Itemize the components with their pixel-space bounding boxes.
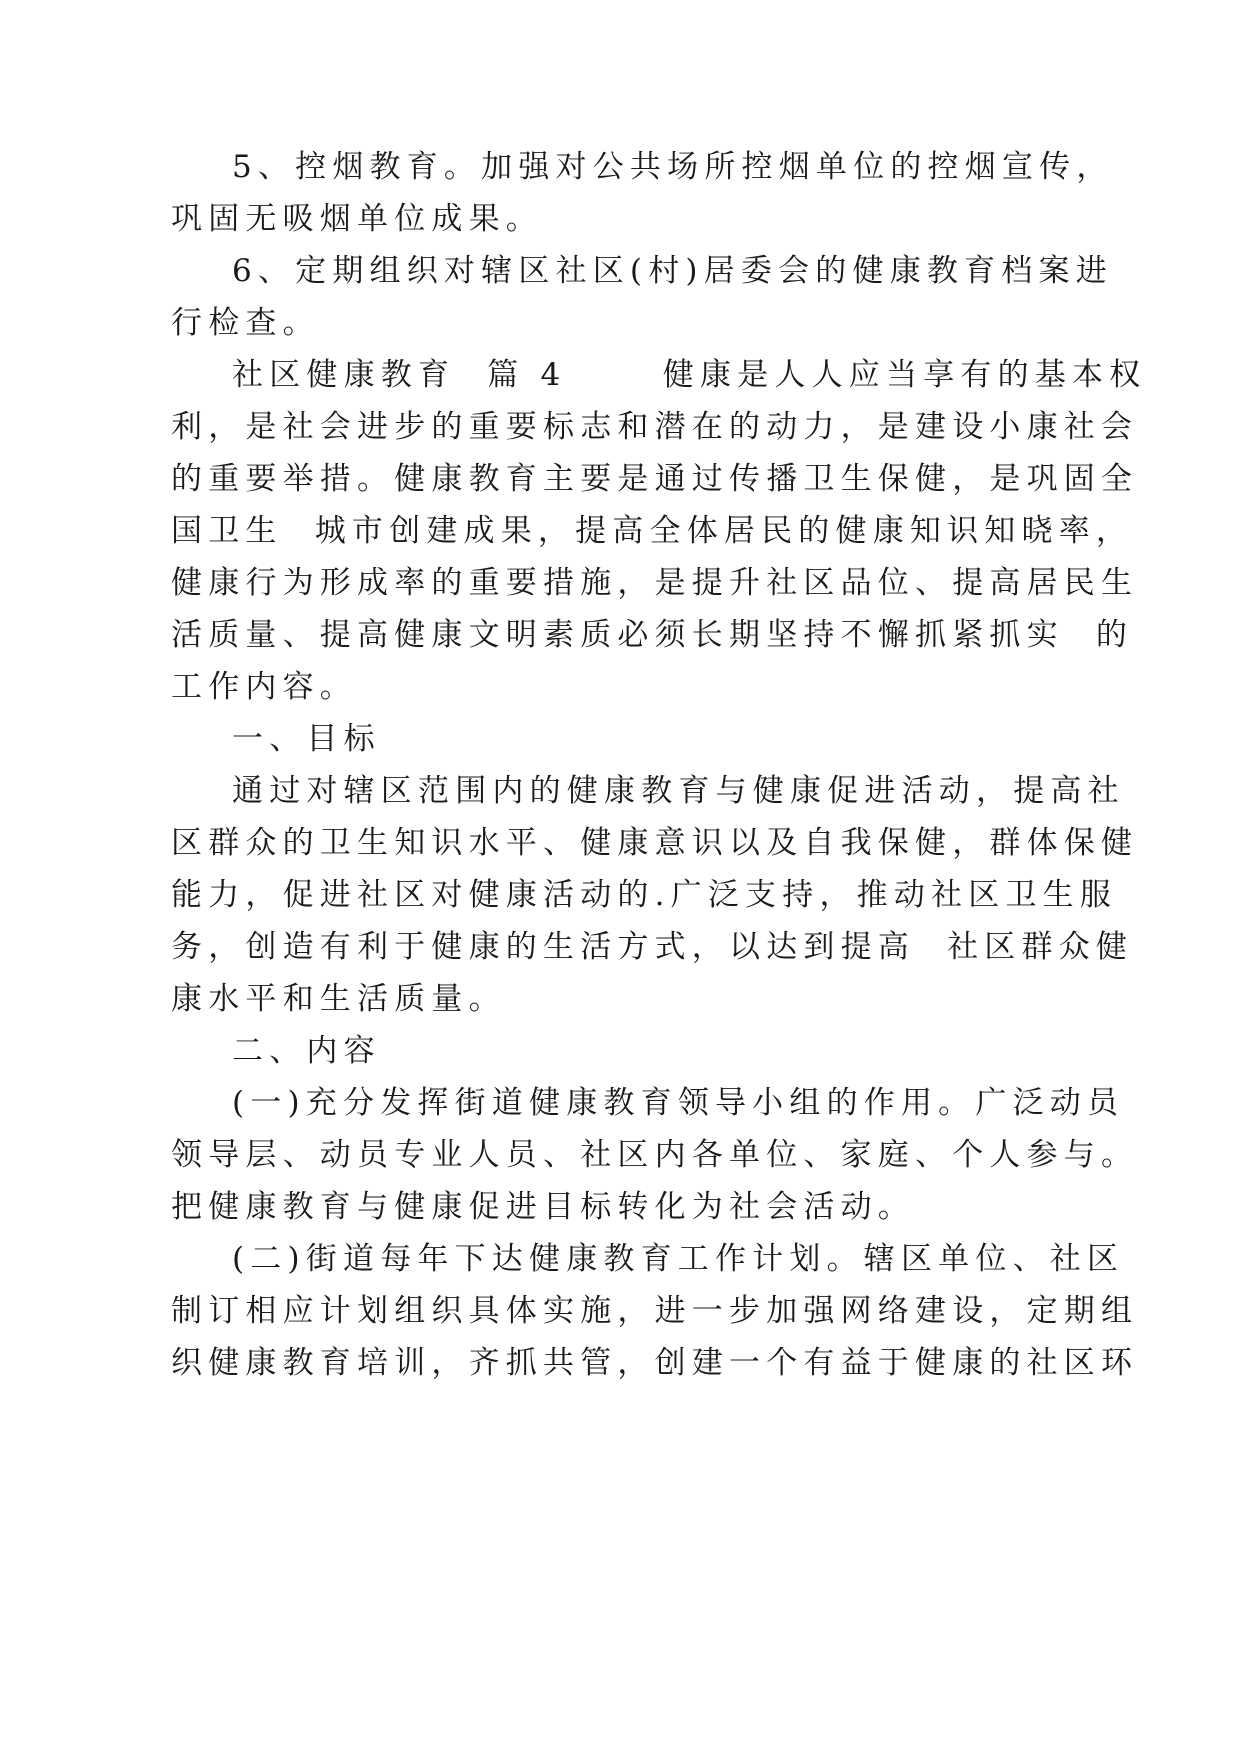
text-line-4: 行检查。 [171, 305, 320, 341]
text-line-17: 康水平和生活质量。 [171, 981, 506, 1017]
text-line-19: (一)充分发挥街道健康教育领导小组的作用。广泛动员 [232, 1085, 1125, 1121]
heading-goals: 一、目标 [232, 721, 381, 757]
text-line-16: 务，创造有利于健康的生活方式，以达到提高 社区群众健 [171, 929, 1134, 965]
text-line-21: 把健康教育与健康促进目标转化为社会活动。 [171, 1189, 915, 1225]
text-line-13: 通过对辖区范围内的健康教育与健康促进活动，提高社 [232, 773, 1125, 809]
text-line-10: 活质量、提高健康文明素质必须长期坚持不懈抓紧抓实 的 [171, 617, 1134, 653]
text-line-9: 健康行为形成率的重要措施，是提升社区品位、提高居民生 [171, 565, 1139, 601]
text-line-1: 5、控烟教育。加强对公共场所控烟单位的控烟宣传， [232, 149, 1114, 185]
text-line-20: 领导层、动员专业人员、社区内各单位、家庭、个人参与。 [171, 1137, 1139, 1173]
text-line-23: 制订相应计划组织具体实施，进一步加强网络建设，定期组 [171, 1293, 1139, 1329]
text-line-22: (二)街道每年下达健康教育工作计划。辖区单位、社区 [232, 1241, 1125, 1277]
text-line-15: 能力，促进社区对健康活动的.广泛支持，推动社区卫生服 [171, 877, 1118, 913]
text-line-3: 6、定期组织对辖区社区(村)居委会的健康教育档案进 [232, 253, 1113, 289]
text-line-8: 国卫生 城市创建成果，提高全体居民的健康知识知晓率， [171, 513, 1134, 549]
heading-content: 二、内容 [232, 1033, 381, 1069]
text-line-24: 织健康教育培训，齐抓共管，创建一个有益于健康的社区环 [171, 1345, 1139, 1381]
text-line-2: 巩固无吸烟单位成果。 [171, 201, 543, 237]
text-line-7: 的重要举措。健康教育主要是通过传播卫生保健，是巩固全 [171, 461, 1139, 497]
text-line-14: 区群众的卫生知识水平、健康意识以及自我保健，群体保健 [171, 825, 1139, 861]
text-line-6: 利，是社会进步的重要标志和潜在的动力，是建设小康社会 [171, 409, 1139, 445]
text-line-11: 工作内容。 [171, 669, 357, 705]
section-heading-line: 社区健康教育 篇 4 健康是人人应当享有的基本权 [232, 357, 1147, 393]
